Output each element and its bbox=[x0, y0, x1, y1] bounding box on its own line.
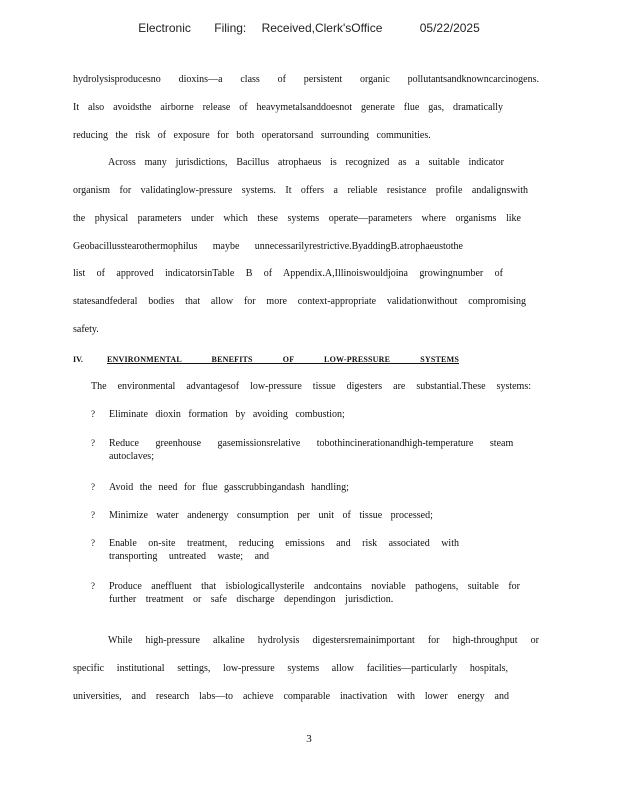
list-item-text: Avoid the need for flue gasscrubbingandash handling; bbox=[109, 482, 349, 493]
bullet-mark: ? bbox=[91, 409, 95, 419]
section-title: ENVIRONMENTAL BENEFITS OF LOW-PRESSURE SYSTEMS bbox=[107, 355, 459, 364]
paragraph-line: It also avoidsthe airborne release of heavymetalsanddoesnot generate flue gas, dramatically bbox=[73, 102, 503, 113]
header-filing: Filing: bbox=[214, 21, 247, 35]
paragraph-line: list of approved indicatorsinTable B of Appendix.A,Illinoiswouldjoina growingnumber of bbox=[73, 268, 503, 279]
paragraph-line: hydrolysisproducesno dioxins—a class of persistent organic pollutantsandknowncarcinogens. bbox=[73, 74, 539, 85]
paragraph-line: specific institutional settings, low-pressure systems allow facilities—particularly hospitals, bbox=[73, 663, 508, 674]
bullet-mark: ? bbox=[91, 482, 95, 492]
paragraph-line: While high-pressure alkaline hydrolysis digestersremainimportant for high-throughput or bbox=[108, 635, 539, 646]
list-item-text: Enable on-site treatment, reducing emissions and risk associated with transporting untreated waste; and bbox=[109, 538, 459, 562]
bullet-mark: ? bbox=[91, 438, 95, 448]
paragraph-line: the physical parameters under which these systems operate—parameters where organisms like bbox=[73, 213, 521, 224]
list-item-text: Minimize water andenergy consumption per unit of tissue processed; bbox=[109, 510, 433, 521]
paragraph-line: reducing the risk of exposure for both operatorsand surrounding communities. bbox=[73, 130, 431, 141]
list-item-text: Produce aneffluent that isbiologicallysterile andcontains noviable pathogens, suitable for further treatment or safe discharge dependingon jurisdiction. bbox=[109, 581, 520, 605]
bullet-mark: ? bbox=[91, 510, 95, 520]
paragraph-line: statesandfederal bodies that allow for more context-appropriate validationwithout compromising bbox=[73, 296, 526, 307]
header-electronic: Electronic bbox=[138, 21, 191, 35]
filing-header bbox=[0, 21, 618, 35]
paragraph-line: Geobacillusstearothermophilus maybe unnecessarilyrestrictive.ByaddingB.atrophaeustothe bbox=[73, 241, 463, 252]
bullet-mark: ? bbox=[91, 581, 95, 591]
header-received: Received,Clerk'sOffice bbox=[261, 21, 383, 35]
paragraph-line: Across many jurisdictions, Bacillus atrophaeus is recognized as a suitable indicator bbox=[108, 157, 504, 168]
section-number: IV. bbox=[73, 355, 83, 364]
intro-line: The environmental advantagesof low-pressure tissue digesters are substantial.These systems: bbox=[91, 381, 531, 392]
header-date: 05/22/2025 bbox=[419, 21, 480, 35]
paragraph-line: safety. bbox=[73, 324, 99, 335]
paragraph-line: universities, and research labs—to achieve comparable inactivation with lower energy and bbox=[73, 691, 509, 702]
bullet-mark: ? bbox=[91, 538, 95, 548]
paragraph-line: organism for validatinglow-pressure systems. It offers a reliable resistance profile andalignswith bbox=[73, 185, 528, 196]
list-item-text: Eliminate dioxin formation by avoiding combustion; bbox=[109, 409, 345, 420]
page-number: 3 bbox=[306, 733, 312, 745]
list-item-text: Reduce greenhouse gasemissionsrelative tobothincinerationandhigh-temperature steam autoclaves; bbox=[109, 438, 514, 462]
